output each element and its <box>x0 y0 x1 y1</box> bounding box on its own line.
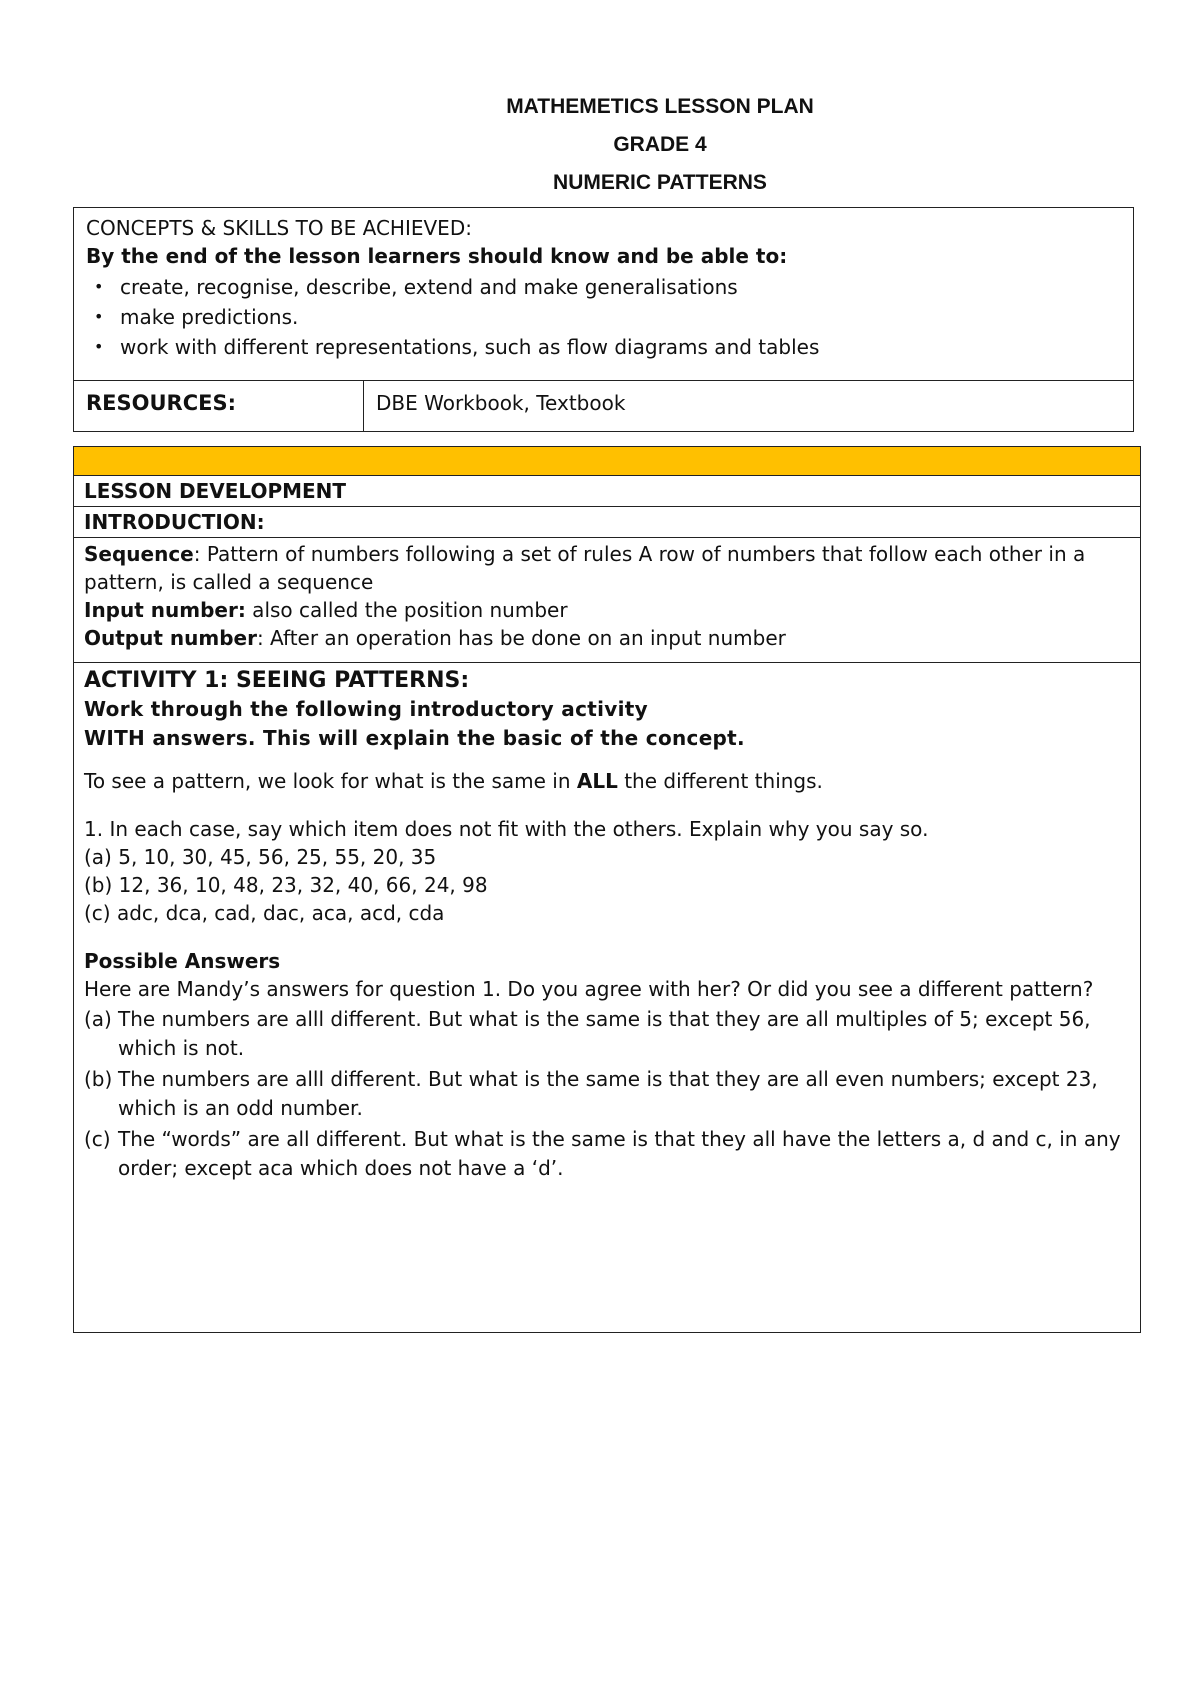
pattern-text-post: the different things. <box>617 769 823 793</box>
pattern-text-pre: To see a pattern, we look for what is the same in <box>84 769 577 793</box>
resources-label: RESOURCES: <box>74 381 364 432</box>
pattern-text-bold: ALL <box>576 769 618 793</box>
lesson-development-heading: LESSON DEVELOPMENT <box>74 476 1141 507</box>
answer-label: (a) <box>84 1007 112 1031</box>
input-term: Input number: <box>84 598 246 622</box>
introduction-cell <box>74 538 1141 663</box>
answer-label: (c) <box>84 1127 111 1151</box>
answer-label: (b) <box>84 1067 113 1091</box>
document-header <box>0 88 1200 202</box>
list-item: • create, recognise, describe, extend and make generalisations <box>86 272 1121 302</box>
concepts-table <box>73 207 1134 432</box>
topic-label: NUMERIC PATTERNS <box>553 171 767 194</box>
activity-cell <box>74 663 1141 1333</box>
concepts-heading: CONCEPTS & SKILLS TO BE ACHIEVED: <box>86 216 472 240</box>
list-item: • make predictions. <box>86 302 1121 332</box>
grade-label: GRADE 4 <box>613 133 707 156</box>
input-text: also called the position number <box>245 598 568 622</box>
sequence-definition <box>84 540 1130 596</box>
concepts-list <box>86 272 1121 362</box>
list-item: • work with different representations, such as flow diagrams and tables <box>86 332 1121 362</box>
answer-text: The “words” are all different. But what is the same is that they all have the letters a, d and c, in any order; except aca which does not have a ‘d’. <box>118 1127 1121 1180</box>
question-text: 1. In each case, say which item does not fit with the others. Explain why you say so. <box>84 817 929 841</box>
activity-title: ACTIVITY 1: SEEING PATTERNS: <box>84 668 470 693</box>
document-title: MATHEMETICS LESSON PLAN <box>506 95 814 118</box>
concepts-subheading: By the end of the lesson learners should know and be able to: <box>86 244 788 268</box>
question-item-a: (a) 5, 10, 30, 45, 56, 25, 55, 20, 35 <box>84 845 437 869</box>
answer-c <box>84 1125 1130 1183</box>
answers-intro: Here are Mandy’s answers for question 1. Do you agree with her? Or did you see a different pattern? <box>84 977 1094 1001</box>
output-definition <box>84 624 1130 652</box>
output-text: : After an operation has be done on an input number <box>256 626 786 650</box>
lesson-table <box>73 446 1141 1333</box>
resources-value: DBE Workbook, Textbook <box>364 381 1134 432</box>
activity-subtitle-1: Work through the following introductory activity <box>84 697 648 721</box>
question-item-b: (b) 12, 36, 10, 48, 23, 32, 40, 66, 24, 98 <box>84 873 488 897</box>
sequence-term: Sequence <box>84 542 194 566</box>
answer-text: The numbers are alll different. But what is the same is that they are all even numbers; except 23, which is an odd number. <box>118 1067 1098 1120</box>
output-term: Output number <box>84 626 257 650</box>
concepts-cell <box>74 208 1134 381</box>
input-definition <box>84 596 1130 624</box>
answer-a <box>84 1005 1130 1063</box>
activity-subtitle-2: WITH answers. This will explain the basic of the concept. <box>84 726 745 750</box>
answers-heading: Possible Answers <box>84 949 281 973</box>
pattern-paragraph <box>84 767 1130 795</box>
introduction-heading: INTRODUCTION: <box>74 507 1141 538</box>
accent-bar <box>74 447 1141 476</box>
sequence-text: : Pattern of numbers following a set of rules A row of numbers that follow each other in a pattern, is called a sequence <box>84 542 1086 594</box>
question-item-c: (c) adc, dca, cad, dac, aca, acd, cda <box>84 901 445 925</box>
answer-text: The numbers are alll different. But what is the same is that they are all multiples of 5; except 56, which is not. <box>118 1007 1091 1060</box>
answer-b <box>84 1065 1130 1123</box>
